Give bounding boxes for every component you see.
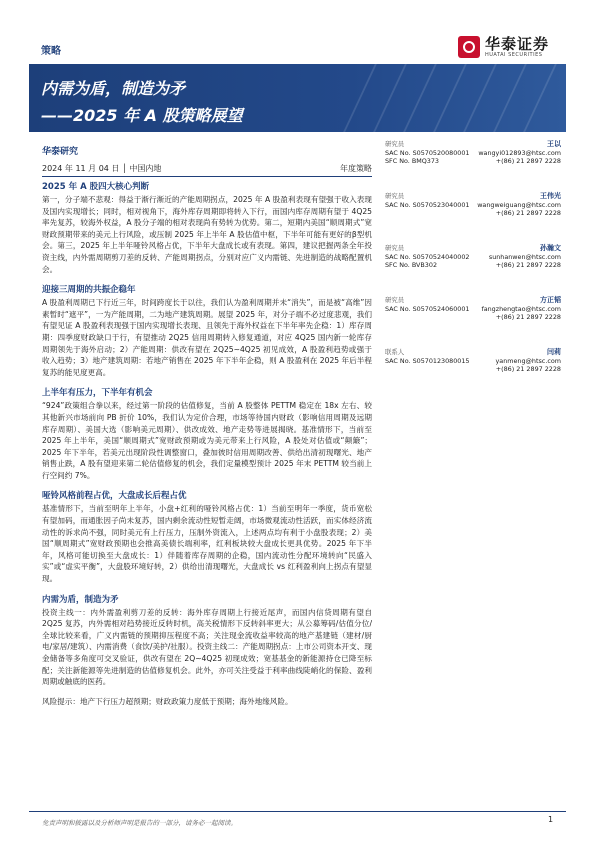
section-title: 2025 年 A 股四大核心判断 [42, 182, 150, 192]
disclaimer-note: 免责声明和披露以及分析师声明是报告的一部分，请务必一起阅读。 [42, 819, 237, 827]
section-body: A 股盈利周期已下行近三年，时间跨度长于以往，我们认为盈利周期并未“消失”，而是被“高维”因素暂时“遮平”，一为产能周期，二为地产建筑周期。展望 2025 年，对分子端不必过度悲观，我们有望见证 A 股盈利表现强于国内实现增长表现、且领先于海外权益在下半年率先企稳：1）库存周期：四季度财政缺口于行，有望推动 2Q25 信用周期转入修复通道，对应 4Q25 国内新一轮库存周期领先于海外启动；2）产能周期：供改有望在 2Q25~4Q25 初见成效，A 股盈利趋势或强于收入趋势；3）地产建筑周期：若地产销售在 2025 年下半年企稳，则 A 股盈利在 2025 年后半程复苏的能见度更高。 [42, 298, 372, 377]
section [42, 283, 372, 378]
huatai-logo-icon [458, 36, 480, 58]
section-body: 第一，分子端不悲观：得益于渐行渐近的产能周期拐点，2025 年 A 股盈利表现有望强于收入表现及国内实现增长；同时，相对视角下，海外库存周期即将转入下行，而国内库存周期有望于 4Q25 率先复苏，较海外权益，A 股分子端的相对表现尚有势转为优势。第二，短期内美国“顺周期式”宽财政预期带来的美元上行风险，或压制 2025 年上半年 A 股估值中枢，下半年可能有更好的β型机会。第三，2025 年上半年哑铃风格占优，下半年大盘成长或有表现。第四，建议把握两条全年投资主线，内外需周期剪刀差的反转、产能周期拐点，分别对应广义内需链、先进制造的战略配置机会。 [42, 195, 372, 274]
analyst-sidebar [385, 140, 561, 400]
main-content [42, 180, 372, 707]
section-body: “924”政策组合拳以来，经过第一阶段的估值修复，当前 A 股整体 PETTM 稳定在 18x 左右、较其他新兴市场前向 PB 折价 10%，我们认为定价合理，市场等待国内财政（影响信用周期及远期库存周期）、美国大选（影响美元周期）、供改成效、地产走势等进展揭晓。基准情形下，当前至 2025 年上半年，美国“顺周期式”宽财政预期或为美元带来上行风险，A 股处对估值或“颠簸”；2025 年下半年，若美元出现阶段性调整窗口，叠加彼时信用周期改善、供给出清初现曙光、地产销售止跌，A 股有望迎来第二轮估值修复的机会，我们定量模型预计 2025 年末 PETTM 较当前上行空间约 7%。 [42, 401, 372, 480]
analyst-card: 联系人 闫莉 SAC No. S0570123080015 yanmeng@htsc.com +(86) 21 2897 2228 [385, 348, 561, 374]
header-divider [42, 176, 372, 177]
report-date: 2024 年 11 月 04 日 │ 中国内地 [42, 164, 162, 173]
analyst-email[interactable]: wangweiguang@htsc.com [477, 200, 561, 209]
research-dept: 华泰研究 [42, 147, 79, 157]
section-title: 迎接三周期的共振企稳年 [42, 285, 136, 296]
analyst-email[interactable]: yanmeng@htsc.com [495, 356, 561, 365]
analyst-name: 闫莉 [547, 348, 561, 356]
analyst-name: 孙瀚文 [540, 244, 561, 252]
section-title: 哑铃风格前程占优，大盘成长后程占优 [42, 491, 187, 502]
title-banner [29, 64, 566, 132]
analyst-card: 研究员 王伟光 SAC No. S0570523040001 wangweiguang@htsc.com +(86) 21 2897 2228 [385, 192, 561, 218]
analyst-email[interactable]: sunhanwen@htsc.com [488, 252, 561, 261]
section-title: 内需为盾，制造为矛 [42, 594, 119, 605]
section-body: 基准情形下，当前至明年上半年，小盘+红利的哑铃风格占优：1）当前至明年一季度，货币宽松有望加码，而通胀因子尚未复苏，国内剩余流动性短暂走阔，市场微观流动性活跃，而实体经济流动性的诉求尚不强，同时美元有上行压力，压制外资流入，上述两点均有利于小盘股表现；2）美国“顺周期式”宽财政预期也会推高美债长端利率，红利板块较大盘成长更具优势。2025 年下半年，风格可能切换至大盘成长：1）伴随着库存周期的企稳，国内流动性分配环境转向“民盛入实”或“虚实平衡”，大盘股环境好转，2）供给出清现曙光，大盘成长 vs 红利盈利向上拐点有望显现。 [42, 504, 372, 584]
page-number: 1 [548, 815, 554, 824]
section [42, 180, 372, 275]
report-title: 内需为盾，制造为矛 [41, 79, 186, 98]
analyst-name: 方正韬 [540, 296, 561, 304]
section-title: 上半年有压力，下半年有机会 [42, 388, 153, 399]
footer-divider [29, 811, 566, 812]
analyst-email[interactable]: fangzhengtao@htsc.com [481, 304, 561, 313]
analyst-email[interactable]: wangyi012893@htsc.com [478, 148, 561, 157]
analyst-card: 研究员 孙瀚文 SAC No. S0570524040002 sunhanwen@htsc.com SFC No. BVB302 +(86) 21 2897 2228 [385, 244, 561, 270]
logo-english-name: HUATAI SECURITIES [485, 52, 543, 58]
huatai-logo [458, 36, 549, 58]
report-category-tag: 策略 [41, 46, 61, 57]
report-subtitle: ——2025 年 A 股策略展望 [41, 106, 243, 125]
analyst-name: 王以 [547, 140, 561, 148]
analyst-card: 研究员 方正韬 SAC No. S0570524060001 fangzhengtao@htsc.com +(86) 21 2897 2228 [385, 296, 561, 322]
section-body: 投资主线一：内外需盈利剪刀差的反转：海外库存周期上行接近尾声，而国内信贷周期有望自 2Q25 复苏，内外需相对趋势接近反转时机，高关税情形下反转斜率更大；从公募筹码/估值分位/全球比较来看，广义内需链的预期抑压程度不高；关注现金流收益率较高的地产基建链（建材/厨电/家居/建筑）、内需消费（食饮/美护/社服）。投资主线二：产能周期拐点：上市公司资本开支、现金储备等多角度可交叉验证，供改有望在 2Q~4Q25 初现成效；宽基基金的新能源持仓已降至标配；关注新能源等先进制造的估值修复机会。此外，亦可关注受益于利率曲线陡峭化的保险、盈利周期或触底的医药。 [42, 607, 372, 687]
section [42, 386, 372, 481]
report-type: 年度策略 [340, 164, 372, 173]
logo-chinese-name: 华泰证券 [485, 35, 550, 53]
analyst-name: 王伟光 [540, 192, 561, 200]
section [42, 489, 372, 584]
section [42, 593, 372, 688]
analyst-card: 研究员 王以 SAC No. S0570520080001 wangyi012893@htsc.com SFC No. BMQ373 +(86) 21 2897 2228 [385, 140, 561, 166]
risk-warning: 风险提示：地产下行压力超预期；财政政策力度低于预期；海外地缘风险。 [42, 696, 293, 706]
